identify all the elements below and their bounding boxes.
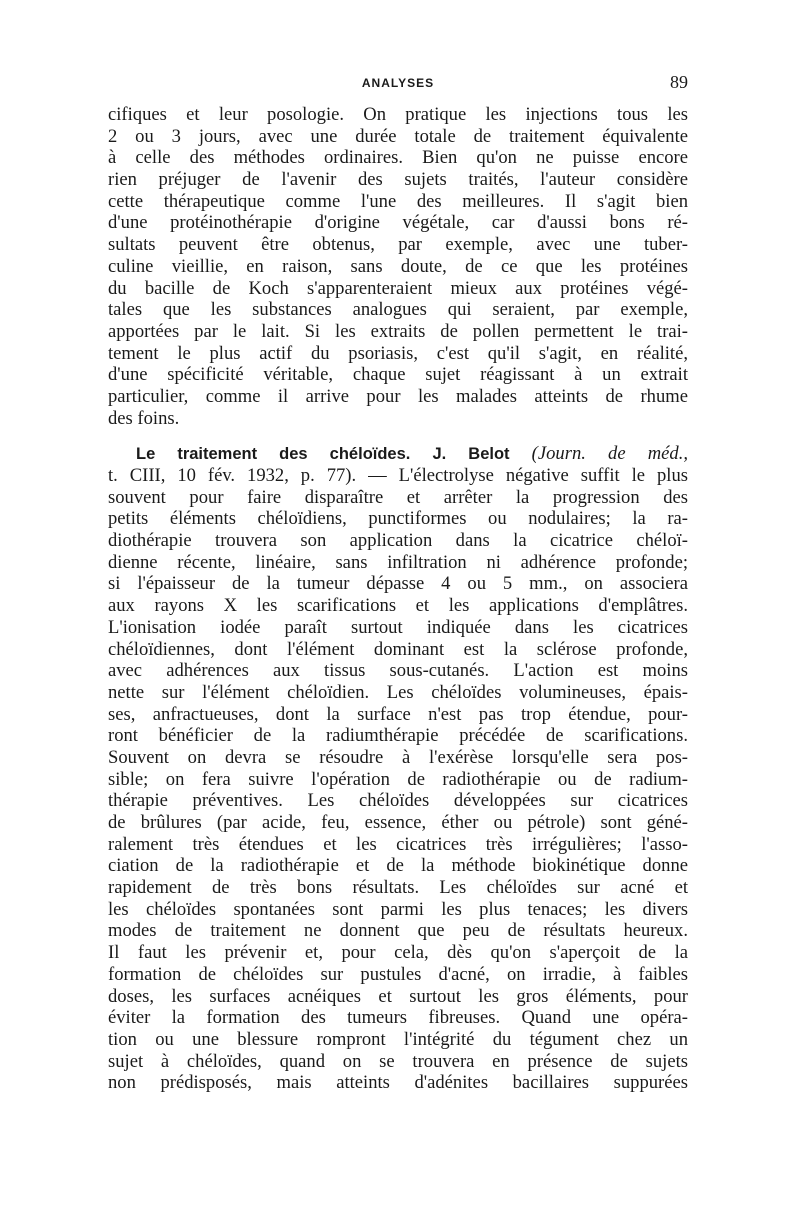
text-line: nette sur l'élément chéloïdien. Les chéloïdes volumineuses, épais- bbox=[108, 681, 688, 703]
text-line: 2 ou 3 jours, avec une durée totale de traitement équivalente bbox=[108, 125, 688, 147]
journal-reference: (Journ. de méd., bbox=[531, 443, 688, 465]
text-line: tement le plus actif du psoriasis, c'est qu'il s'agit, en réalité, bbox=[108, 342, 688, 364]
text-line: avec adhérences aux tissus sous-cutanés. L'action est moins bbox=[108, 660, 688, 682]
text-line: d'une spécificité véritable, chaque sujet réagissant à un extrait bbox=[108, 364, 688, 386]
text-line: Il faut les prévenir et, pour cela, dès qu'on s'aperçoit de la bbox=[108, 942, 688, 964]
text-line: d'une protéinothérapie d'origine végétale, car d'aussi bons ré- bbox=[108, 212, 688, 234]
text-line: éviter la formation des tumeurs fibreuses. Quand une opéra- bbox=[108, 1007, 688, 1029]
text-line: à celle des méthodes ordinaires. Bien qu'on ne puisse encore bbox=[108, 147, 688, 169]
text-line: dienne récente, linéaire, sans infiltration ni adhérence profonde; bbox=[108, 551, 688, 573]
text-line: thérapie préventives. Les chéloïdes développées sur cicatrices bbox=[108, 790, 688, 812]
text-line: si l'épaisseur de la tumeur dépasse 4 ou 5 mm., on associera bbox=[108, 573, 688, 595]
paragraph-gap bbox=[108, 429, 688, 443]
page-number: 89 bbox=[670, 72, 688, 92]
text-line: particulier, comme il arrive pour les malades atteints de rhume bbox=[108, 385, 688, 407]
article-title: Le traitement des chéloïdes. J. Belot bbox=[136, 445, 510, 464]
text-line: des foins. bbox=[108, 407, 180, 429]
text-line: modes de traitement ne donnent que peu de résultats heureux. bbox=[108, 920, 688, 942]
text-line: tion ou une blessure rompront l'intégrité du tégument chez un bbox=[108, 1028, 688, 1050]
text-line: aux rayons X les scarifications et les applications d'emplâtres. bbox=[108, 595, 688, 617]
paragraph-continuation bbox=[108, 104, 688, 429]
running-title: ANALYSES bbox=[361, 76, 435, 90]
text-line: sujet à chéloïdes, quand on se trouvera en présence de sujets bbox=[108, 1050, 688, 1072]
text-line: doses, les surfaces acnéiques et surtout les gros éléments, pour bbox=[108, 985, 688, 1007]
text-line: chéloïdiennes, dont l'élément dominant est la sclérose profonde, bbox=[108, 638, 688, 660]
text-line: culine vieillie, en raison, sans doute, de ce que les protéines bbox=[108, 255, 688, 277]
running-head bbox=[108, 70, 688, 96]
text-line: souvent pour faire disparaître et arrêter la progression des bbox=[108, 486, 688, 508]
text-line: non prédisposés, mais atteints d'adénites bacillaires suppurées bbox=[108, 1072, 688, 1094]
article-heading-line bbox=[108, 443, 688, 465]
text-line: apportées par le lait. Si les extraits de pollen permettent le trai- bbox=[108, 320, 688, 342]
text-line: Souvent on devra se résoudre à l'exérèse lorsqu'elle sera pos- bbox=[108, 746, 688, 768]
text-line: de brûlures (par acide, feu, essence, éther ou pétrole) sont géné- bbox=[108, 812, 688, 833]
text-line: ses, anfractueuses, dont la surface n'est pas trop étendue, pour- bbox=[108, 703, 688, 725]
text-line: t. CIII, 10 fév. 1932, p. 77). — L'électrolyse négative suffit le plus bbox=[108, 465, 688, 486]
text-line: cifiques et leur posologie. On pratique les injections tous les bbox=[108, 104, 688, 125]
text-line: L'ionisation iodée paraît surtout indiquée dans les cicatrices bbox=[108, 616, 688, 638]
document-page bbox=[108, 70, 688, 1094]
text-line: rien préjuger de l'avenir des sujets traités, l'auteur considère bbox=[108, 169, 688, 191]
article-abstract bbox=[108, 443, 688, 1094]
text-line: formation de chéloïdes sur pustules d'acné, on irradie, à faibles bbox=[108, 963, 688, 985]
text-line: petits éléments chéloïdiens, punctiformes ou nodulaires; la ra- bbox=[108, 508, 688, 530]
text-line: diothérapie trouvera son application dans la cicatrice chéloï- bbox=[108, 530, 688, 552]
text-line: du bacille de Koch s'apparenteraient mieux aux protéines végé- bbox=[108, 277, 688, 299]
text-line: ront bénéficier de la radiumthérapie précédée de scarifications. bbox=[108, 725, 688, 747]
text-line: ralement très étendues et les cicatrices très irrégulières; l'asso- bbox=[108, 833, 688, 855]
text-line: les chéloïdes spontanées sont parmi les plus tenaces; les divers bbox=[108, 898, 688, 920]
text-line: tales que les substances analogues qui seraient, par exemple, bbox=[108, 299, 688, 321]
text-line: rapidement de très bons résultats. Les chéloïdes sur acné et bbox=[108, 877, 688, 899]
text-line: cette thérapeutique comme l'une des meilleures. Il s'agit bien bbox=[108, 190, 688, 212]
text-line: sible; on fera suivre l'opération de radiothérapie ou de radium- bbox=[108, 768, 688, 790]
text-line: sultats peuvent être obtenus, par exemple, avec une tuber- bbox=[108, 234, 688, 256]
text-line: ciation de la radiothérapie et de la méthode biokinétique donne bbox=[108, 855, 688, 877]
